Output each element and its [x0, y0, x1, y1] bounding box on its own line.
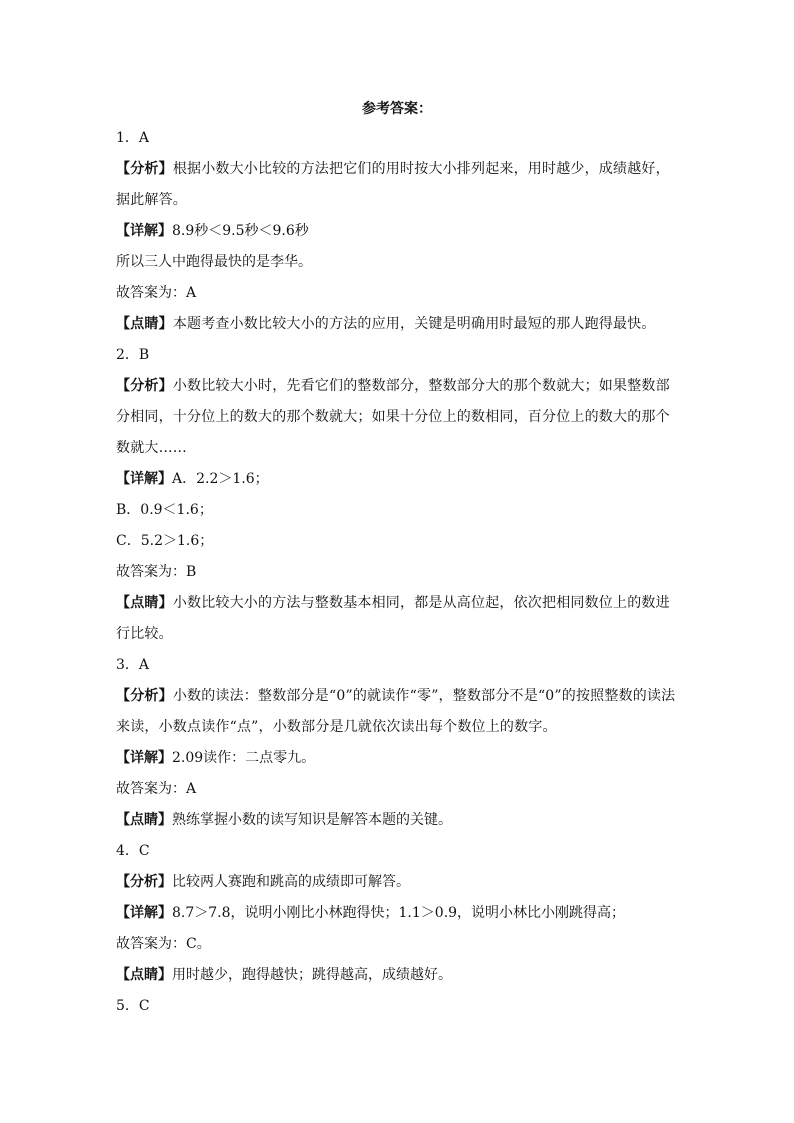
comment-tag: 【点睛】 — [116, 812, 172, 828]
comment-paragraph — [116, 309, 681, 340]
question-number: 5．C — [116, 998, 150, 1014]
analysis-tag: 【分析】 — [116, 161, 173, 177]
analysis-paragraph — [116, 867, 681, 898]
question-number: 4．C — [116, 843, 150, 859]
detail-paragraph — [116, 743, 681, 774]
detail-text: 所以三人中跑得最快的是李华。 — [116, 254, 312, 270]
comment-paragraph — [116, 960, 681, 991]
detail-tag: 【详解】 — [116, 223, 172, 239]
detail-tag: 【详解】 — [116, 750, 172, 766]
detail-paragraph — [116, 464, 681, 495]
detail-paragraph — [116, 898, 681, 929]
answer-text: 故答案为：B — [116, 564, 197, 580]
analysis-text: 根据小数大小比较的方法把它们的用时按大小排列起来，用时越少，成绩越好，据此解答。 — [116, 161, 670, 208]
comment-text: 本题考查小数比较大小的方法的应用，关键是明确用时最短的那人跑得最快。 — [172, 316, 656, 332]
analysis-tag: 【分析】 — [116, 378, 173, 394]
comment-tag: 【点睛】 — [116, 967, 172, 983]
answer-text: 故答案为：C。 — [116, 936, 211, 952]
analysis-text: 比较两人赛跑和跳高的成绩即可解答。 — [172, 874, 410, 890]
detail-tag: 【详解】 — [116, 471, 172, 487]
detail-text: C．5.2＞1.6； — [116, 533, 214, 549]
comment-paragraph — [116, 588, 681, 650]
question-number: 1．A — [116, 130, 150, 146]
analysis-paragraph — [116, 371, 681, 464]
detail-text: 8.9秒＜9.5秒＜9.6秒 — [172, 223, 309, 239]
comment-text: 熟练掌握小数的读写知识是解答本题的关键。 — [172, 812, 452, 828]
comment-text: 小数比较大小的方法与整数基本相同，都是从高位起，依次把相同数位上的数进行比较。 — [116, 595, 670, 642]
comment-paragraph — [116, 805, 681, 836]
answer-text: 故答案为：A — [116, 781, 197, 797]
detail-text: 2.09读作：二点零九。 — [172, 750, 316, 766]
comment-text: 用时越少，跑得越快；跳得越高，成绩越好。 — [172, 967, 452, 983]
question-number: 3．A — [116, 657, 150, 673]
detail-text: 8.7＞7.8，说明小刚比小林跑得快；1.1＞0.9，说明小林比小刚跳得高； — [172, 905, 626, 921]
analysis-tag: 【分析】 — [116, 874, 172, 890]
answer-list — [116, 123, 681, 1022]
page-title: 参考答案： — [362, 101, 432, 117]
analysis-text: 小数比较大小时，先看它们的整数部分，整数部分大的那个数就大；如果整数部分相同，十分位上的数大的那个数就大；如果十分位上的数相同，百分位上的数大的那个数就大…… — [116, 378, 670, 456]
comment-tag: 【点睛】 — [116, 595, 173, 611]
detail-paragraph — [116, 216, 681, 247]
analysis-paragraph — [116, 681, 681, 743]
analysis-tag: 【分析】 — [116, 688, 173, 704]
detail-tag: 【详解】 — [116, 905, 172, 921]
analysis-paragraph — [116, 154, 681, 216]
comment-tag: 【点睛】 — [116, 316, 173, 332]
question-number: 2．B — [116, 347, 150, 363]
detail-text: B．0.9＜1.6； — [116, 502, 213, 518]
analysis-text: 小数的读法：整数部分是“0”的就读作“零”，整数部分不是“0”的按照整数的读法来读，小数点读作“点”，小数部分是几就依次读出每个数位上的数字。 — [116, 688, 676, 735]
detail-text: A．2.2＞1.6； — [172, 471, 269, 487]
answer-text: 故答案为：A — [116, 285, 197, 301]
